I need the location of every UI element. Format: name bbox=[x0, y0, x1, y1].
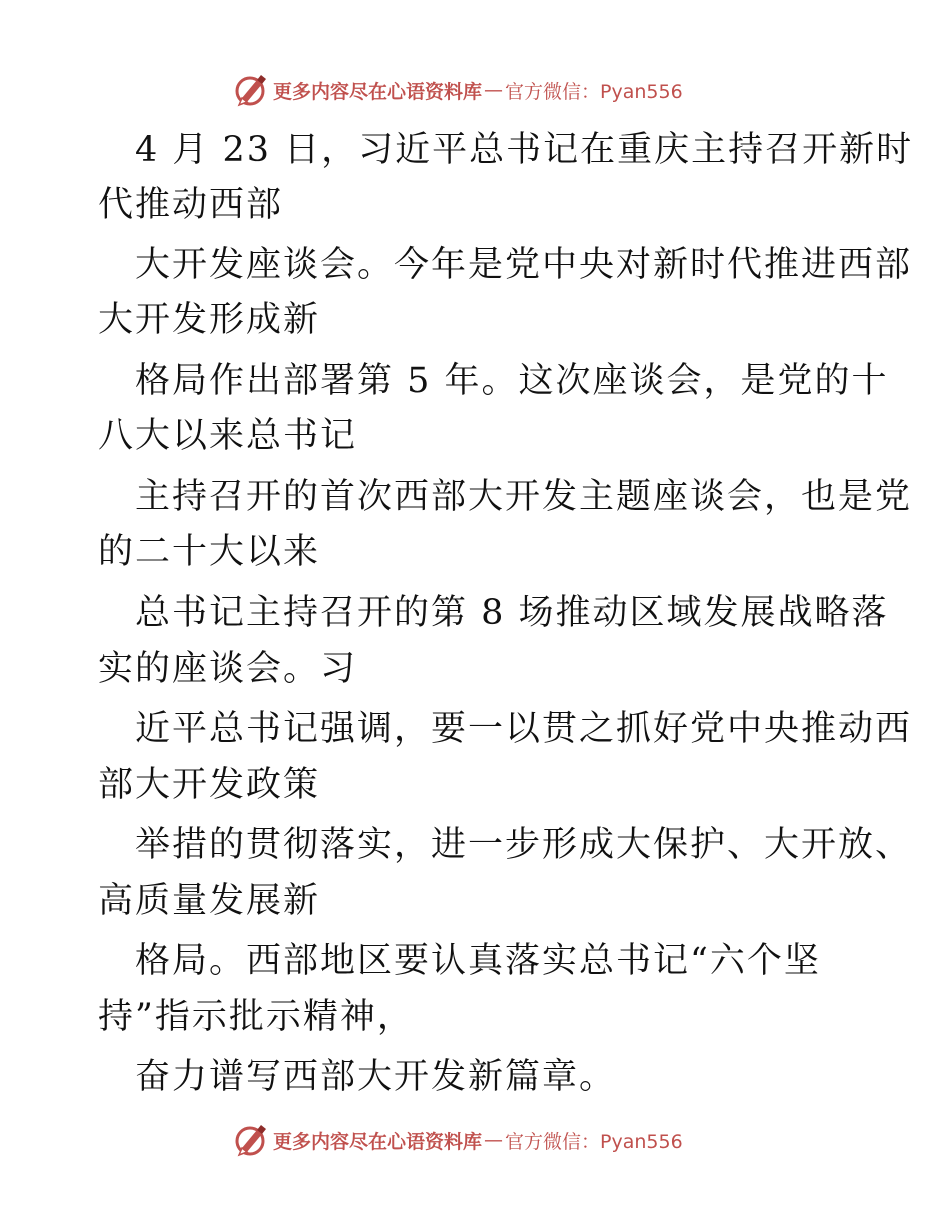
body-line: 格局作出部署第 5 年。这次座谈会，是党的十 bbox=[135, 361, 889, 401]
body-line: 4 月 23 日，习近平总书记在重庆主持召开新时 bbox=[135, 130, 914, 170]
body-line: 实的座谈会。习 bbox=[98, 649, 358, 689]
body-line: 大开发座谈会。今年是党中央对新时代推进西部 bbox=[135, 245, 913, 285]
footer-watermark bbox=[233, 1120, 713, 1160]
watermark-dash: — bbox=[484, 79, 504, 101]
body-line: 格局。西部地区要认真落实总书记“六个坚 bbox=[135, 941, 821, 981]
body-line: 的二十大以来 bbox=[98, 532, 321, 572]
body-line: 高质量发展新 bbox=[98, 881, 321, 921]
body-line: 主持召开的首次西部大开发主题座谈会，也是党 bbox=[135, 477, 913, 517]
watermark-wechat: 官方微信：Pyan556 bbox=[505, 1130, 683, 1153]
body-line: 近平总书记强调，要一以贯之抓好党中央推动西 bbox=[135, 709, 913, 749]
watermark-text: 更多内容尽在心语资料库 bbox=[273, 1130, 483, 1153]
body-line: 总书记主持召开的第 8 场推动区域发展战略落 bbox=[135, 593, 889, 633]
body-line: 代推动西部 bbox=[98, 185, 284, 225]
body-line: 持”指示批示精神， bbox=[98, 997, 414, 1037]
watermark-text: 更多内容尽在心语资料库 bbox=[273, 80, 483, 103]
body-line: 部大开发政策 bbox=[98, 765, 321, 805]
body-line: 奋力谱写西部大开发新篇章。 bbox=[135, 1057, 617, 1097]
body-line: 八大以来总书记 bbox=[98, 416, 358, 456]
watermark-wechat: 官方微信：Pyan556 bbox=[505, 80, 683, 103]
red-pen-logo-icon bbox=[233, 1122, 269, 1158]
body-line: 举措的贯彻落实，进一步形成大保护、大开放、 bbox=[135, 825, 913, 865]
watermark-dash: — bbox=[484, 1129, 504, 1151]
body-line: 大开发形成新 bbox=[98, 300, 321, 340]
